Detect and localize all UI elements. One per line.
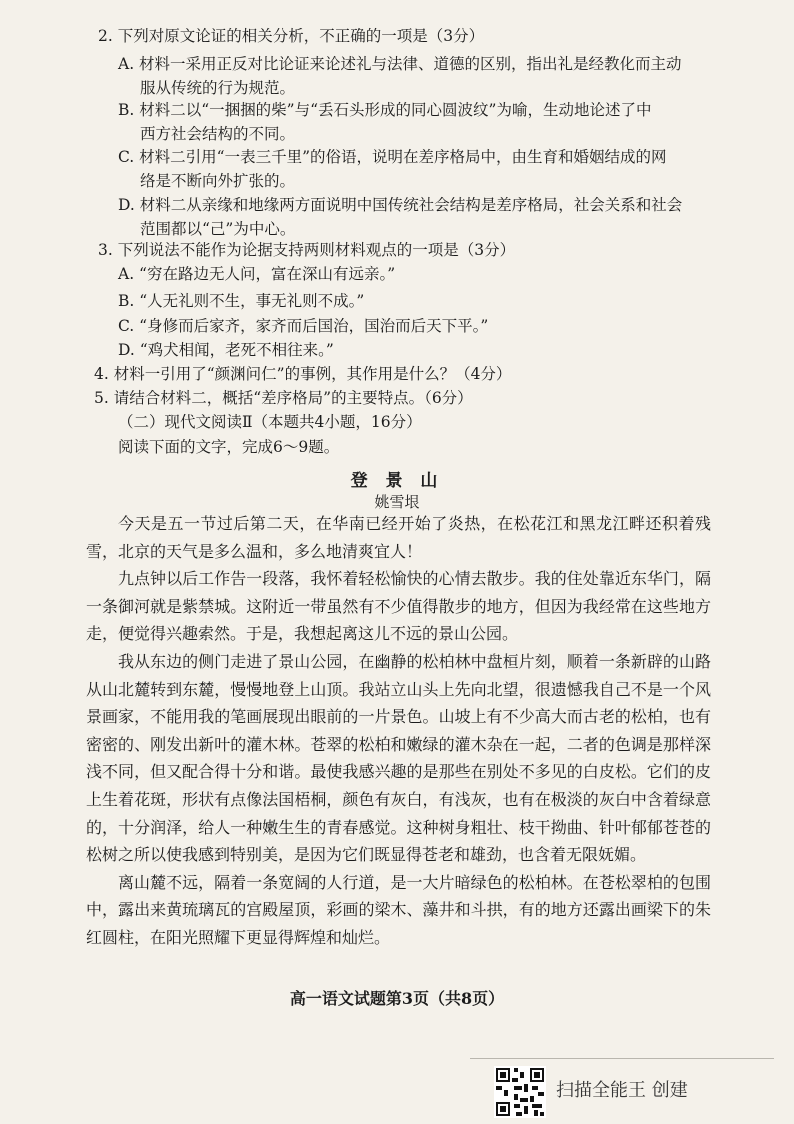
article-title: 登 景 山 [350, 471, 444, 491]
question-2-option-d: D. 材料二从亲缘和地缘两方面说明中国传统社会结构是差序格局，社会关系和社会 [118, 196, 683, 214]
article-paragraph-1: 今天是五一节过后第二天，在华南已经开始了炎热，在松花江和黑龙江畔还积着残雪，北京的天气是多么温和，多么地清爽宜人！ [86, 514, 711, 561]
question-2-option-b-cont: 西方社会结构的不同。 [140, 125, 296, 143]
question-4: 4. 材料一引用了“颜渊问仁”的事例，其作用是什么？（4分） [94, 365, 512, 383]
question-3-stem: 3. 下列说法不能作为论据支持两则材料观点的一项是（3分） [98, 241, 516, 259]
section-heading: （二）现代文阅读Ⅱ（本题共4小题，16分） [118, 413, 422, 431]
article-paragraph-3: 我从东边的侧门走进了景山公园，在幽静的松柏林中盘桓片刻，顺着一条新辟的山路从山北麓转到东麓，慢慢地登上山顶。我站立山头上先向北望，很遗憾我自己不是一个风景画家，不能用我的笔画展现出眼前的一片景色。山坡上有不少高大而古老的松柏，也有密密的、刚发出新叶的灌木林。苍翠的松柏和嫩绿的灌木杂在一起，二者的色调是那样深浅不同，但又配合得十分和谐。最使我感兴趣的是那些在别处不多见的白皮松。它们的皮上生着花斑，形状有点像法国梧桐，颜色有灰白，有浅灰，也有在极淡的灰白中含着绿意的，十分润泽，给人一种嫩生生的青春感觉。这种树身粗壮、枝干拗曲、针叶郁郁苍苍的松树之所以使我感到特别美，是因为它们既显得苍老和雄劲，也含着无限妩媚。 [86, 651, 711, 865]
question-3-option-a: A. “穷在路边无人问，富在深山有远亲。” [118, 265, 396, 283]
article-paragraph-4: 离山麓不远，隔着一条宽阔的人行道，是一大片暗绿色的松柏林。在苍松翠柏的包围中，露出来黄琉璃瓦的宫殿屋顶，彩画的梁木、藻井和斗拱，有的地方还露出画梁下的朱红圆柱，在阳光照耀下更显得辉煌和灿烂。 [86, 872, 711, 947]
article-author: 姚雪垠 [374, 493, 420, 511]
question-3-option-b: B. “人无礼则不生，事无礼则不成。” [118, 292, 365, 310]
question-3-option-d: D. “鸡犬相闻，老死不相往来。” [118, 341, 334, 359]
question-2-stem: 2. 下列对原文论证的相关分析，不正确的一项是（3分） [98, 27, 485, 45]
question-2-option-a: A. 材料一采用正反对比论证来论述礼与法律、道德的区别，指出礼是经教化而主动 [118, 55, 682, 73]
question-2-option-d-cont: 范围都以“己”为中心。 [140, 220, 296, 238]
scanner-divider [470, 1058, 774, 1059]
question-2-option-c: C. 材料二引用“一表三千里”的俗语，说明在差序格局中，由生育和婚姻结成的网 [118, 148, 667, 166]
article-paragraph-2: 九点钟以后工作告一段落，我怀着轻松愉快的心情去散步。我的住处靠近东华门，隔一条御河就是紫禁城。这附近一带虽然有不少值得散步的地方，但因为我经常在这些地方走，便觉得兴趣索然。于是，我想起离这儿不远的景山公园。 [86, 569, 711, 644]
page-footer: 高一语文试题第3页（共8页） [289, 989, 505, 1008]
section-instruction: 阅读下面的文字，完成6～9题。 [118, 438, 340, 456]
question-2-option-c-cont: 络是不断向外扩张的。 [140, 172, 296, 190]
scanner-brand-text: 扫描全能王 创建 [556, 1080, 688, 1101]
question-2-option-a-cont: 服从传统的行为规范。 [140, 79, 296, 97]
qr-code-icon [494, 1066, 546, 1118]
question-3-option-c: C. “身修而后家齐，家齐而后国治，国治而后天下平。” [118, 317, 489, 335]
question-2-option-b: B. 材料二以“一捆捆的柴”与“丢石头形成的同心圆波纹”为喻，生动地论述了中 [118, 101, 652, 119]
question-5: 5. 请结合材料二，概括“差序格局”的主要特点。（6分） [94, 389, 473, 407]
article-body [86, 510, 711, 952]
